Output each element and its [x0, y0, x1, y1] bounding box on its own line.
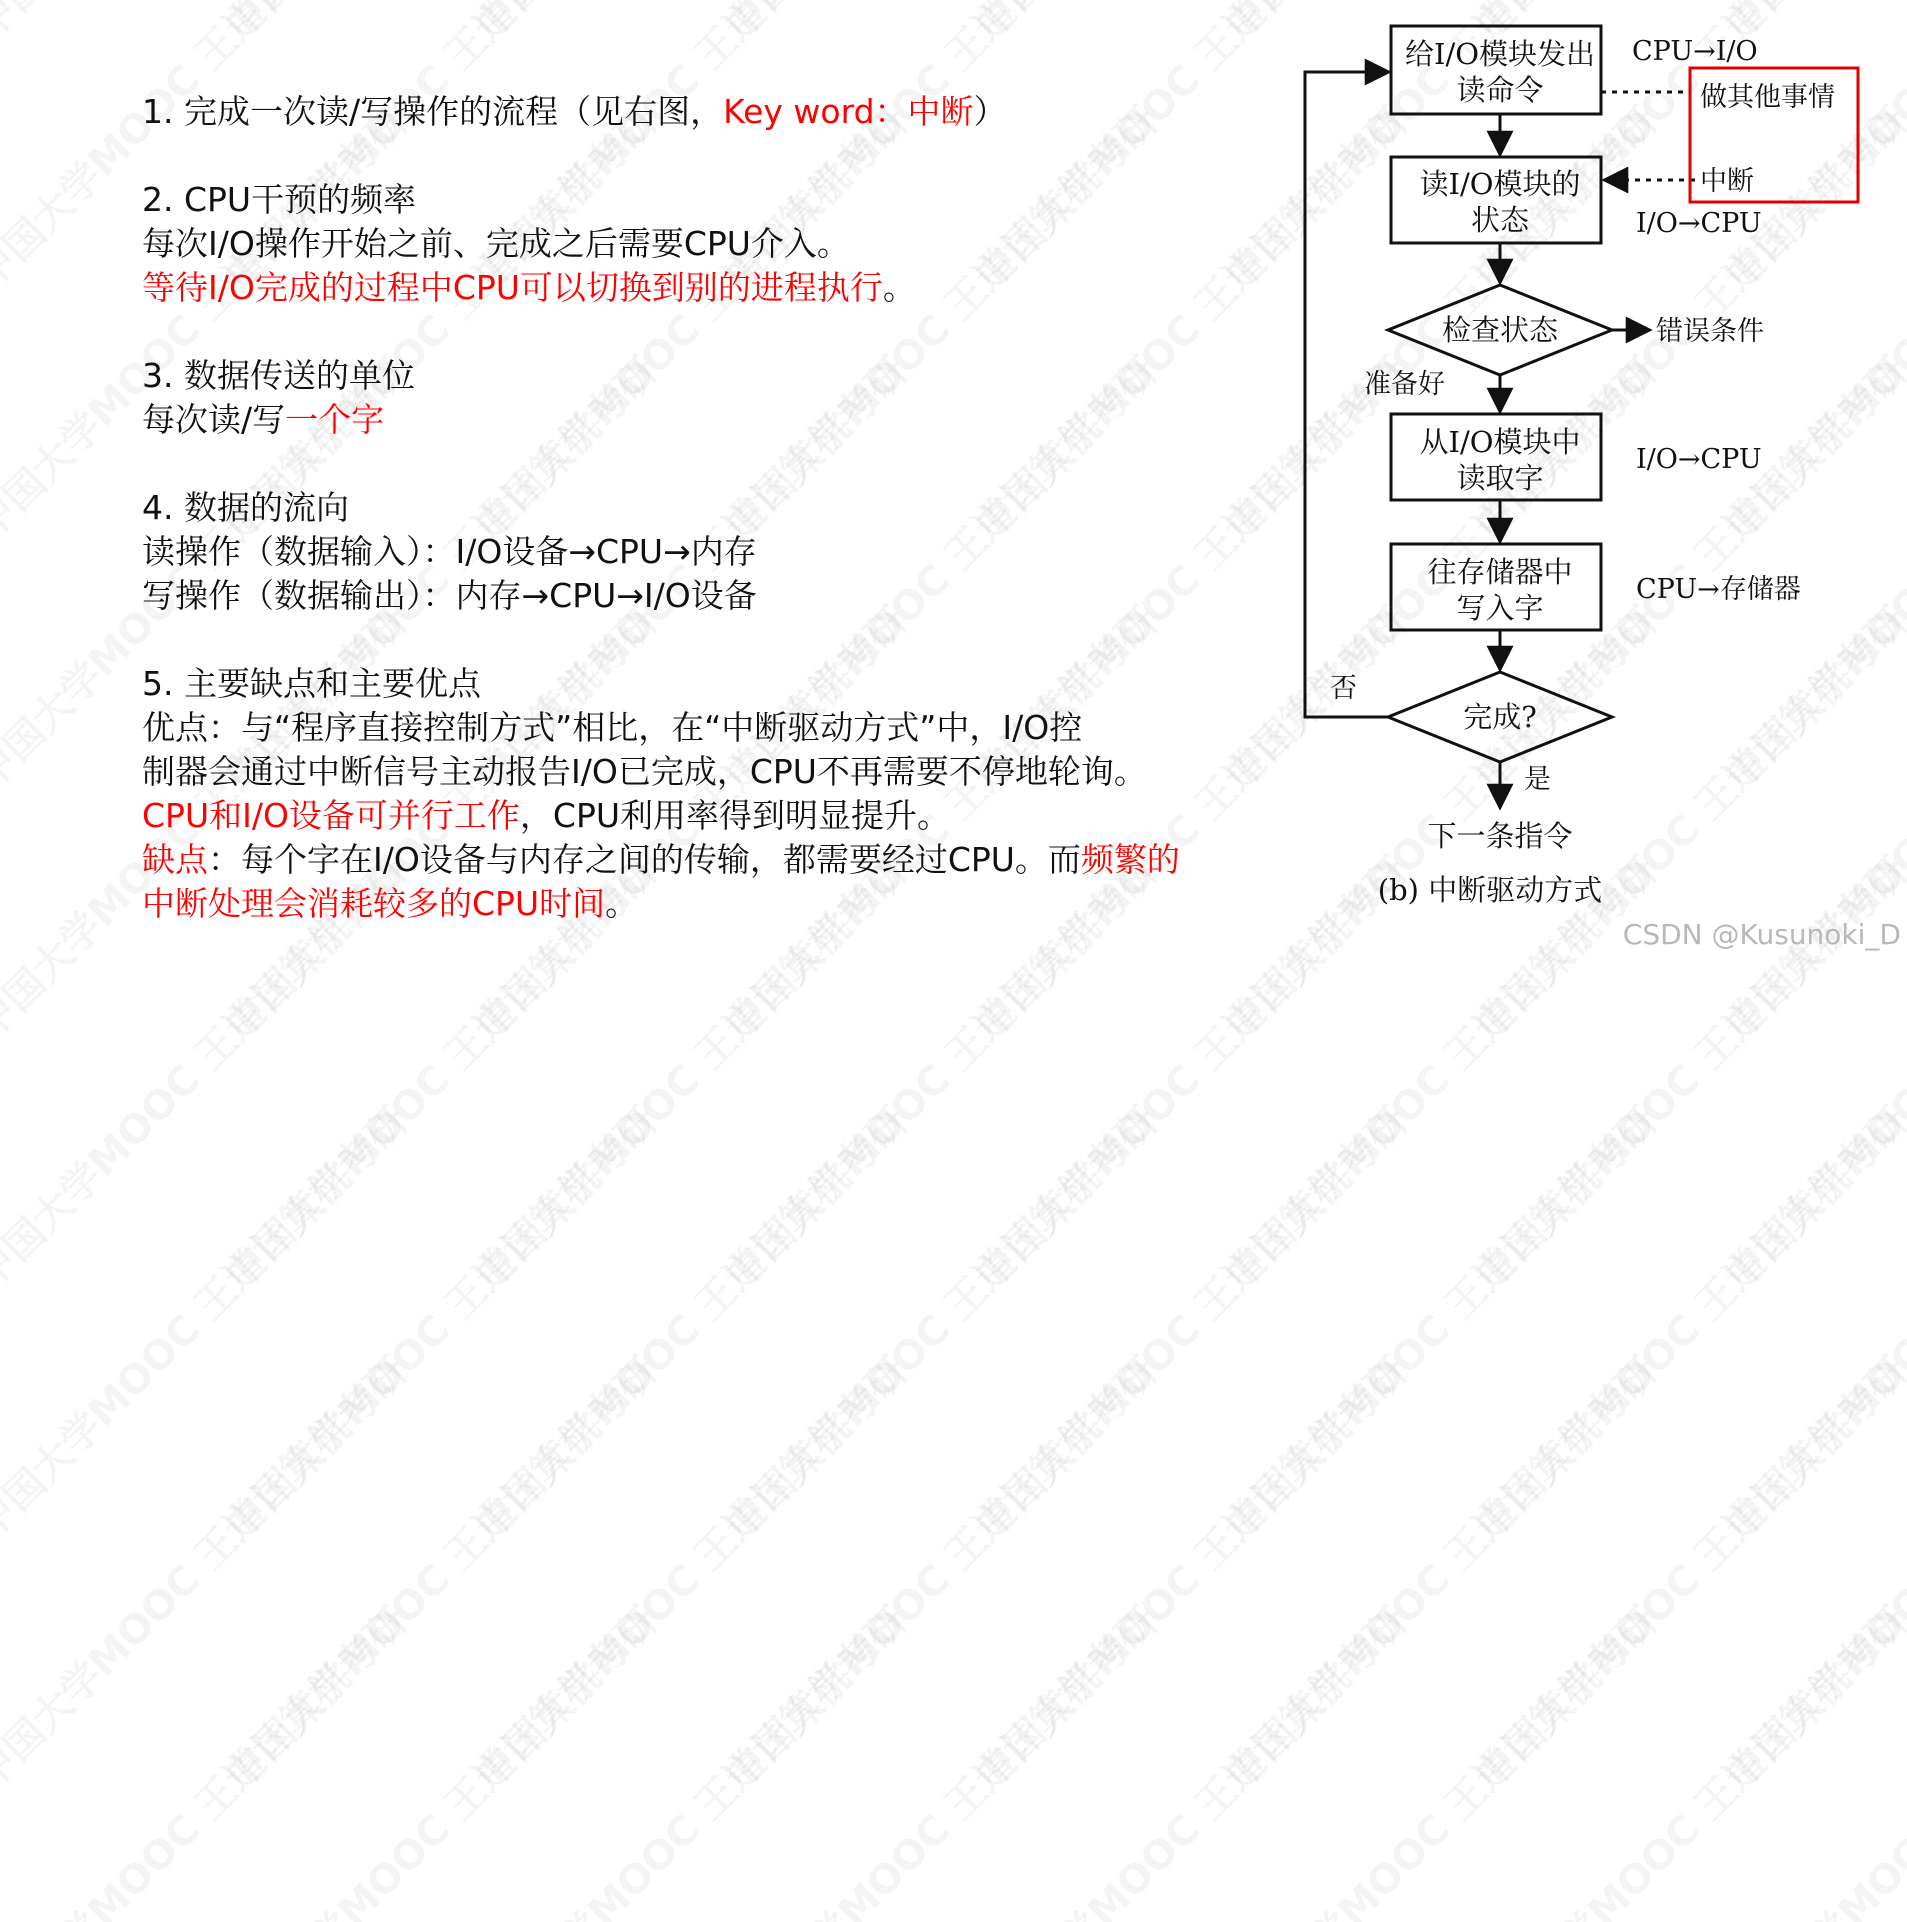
watermark-text — [960, 1092, 1418, 1550]
watermark-text — [960, 1342, 1418, 1800]
item-5-line1: 优点：与“程序直接控制方式”相比，在“中断驱动方式”中，I/O控 — [142, 708, 1083, 747]
box4-line1: 往存储器中 — [1427, 555, 1573, 589]
box2-line2: 状态 — [1470, 203, 1530, 237]
item-5-line4: ：每个字在I/O设备与内存之间的传输，都需要经过CPU。而 — [208, 840, 1081, 879]
watermark-text — [1710, 1342, 1907, 1800]
item-5-line3-red: CPU和I/O设备可并行工作 — [142, 796, 520, 835]
end-label: 下一条指令 — [1427, 819, 1573, 853]
label-error: 错误条件 — [1656, 316, 1764, 347]
label-ready: 准备好 — [1364, 369, 1445, 400]
watermark-text — [1460, 1092, 1907, 1550]
item-5-line4-red: 缺点 — [142, 840, 208, 879]
label-do-other: 做其他事情 — [1700, 82, 1835, 113]
item-2-line2-end: 。 — [882, 268, 916, 307]
box2-line1: 读I/O模块的 — [1419, 167, 1581, 201]
watermark-text — [1460, 1592, 1907, 1922]
watermark-text — [210, 1342, 668, 1800]
item-4-line2: 写操作（数据输出）：内存→CPU→I/O设备 — [142, 576, 757, 615]
watermark-text — [710, 1092, 1168, 1550]
label-yes: 是 — [1524, 764, 1551, 795]
box3-line2: 读取字 — [1456, 461, 1544, 495]
item-1-text: 1. 完成一次读/写操作的流程（见右图， — [142, 92, 724, 131]
watermark-text — [460, 1092, 918, 1550]
item-4-title: 4. 数据的流向 — [142, 488, 349, 527]
label-io-cpu-2: I/O→CPU — [1636, 444, 1762, 475]
label-cpu-io: CPU→I/O — [1632, 36, 1758, 67]
watermark-text — [460, 1592, 918, 1922]
item-3-highlight: 一个字 — [285, 400, 385, 439]
watermark-text — [710, 1592, 1168, 1922]
watermark-text — [1210, 1342, 1668, 1800]
diamond1-label: 检查状态 — [1441, 313, 1559, 347]
item-5-line5: 中断处理会消耗较多的CPU时间 — [142, 884, 606, 923]
diagram-caption: (b) 中断驱动方式 — [1377, 873, 1603, 907]
watermark-text — [0, 1592, 418, 1922]
item-5-title: 5. 主要缺点和主要优点 — [142, 664, 481, 703]
item-2-line1: 每次I/O操作开始之前、完成之后需要CPU介入。 — [142, 224, 850, 263]
watermark-text — [1460, 1342, 1907, 1800]
watermark-text — [210, 1092, 668, 1550]
watermark-text — [1210, 1592, 1668, 1922]
item-5-line3: ，CPU利用率得到明显提升。 — [519, 796, 951, 835]
box1-line1: 给I/O模块发出 — [1404, 37, 1596, 71]
item-4-line1: 读操作（数据输入）：I/O设备→CPU→内存 — [142, 532, 757, 571]
item-1-close: ） — [973, 92, 1007, 131]
box3-line1: 从I/O模块中 — [1419, 425, 1581, 459]
item-1-keyword: Key word：中断 — [723, 92, 974, 131]
watermark-text — [210, 1592, 668, 1922]
item-2-title: 2. CPU干预的频率 — [142, 180, 417, 219]
credit-watermark: CSDN @Kusunoki_D — [1622, 918, 1901, 951]
label-interrupt: 中断 — [1700, 166, 1754, 197]
item-5-line4-red2: 频繁的 — [1080, 840, 1180, 879]
watermark-text — [960, 1592, 1418, 1922]
watermark-text — [710, 1342, 1168, 1800]
watermark-text — [1710, 1592, 1907, 1922]
item-3-line1: 每次读/写 — [142, 400, 286, 439]
label-io-cpu-1: I/O→CPU — [1636, 208, 1762, 239]
watermark-text — [0, 1092, 418, 1550]
watermark-text — [460, 1342, 918, 1800]
watermark-text — [1210, 1092, 1668, 1550]
diamond2-label: 完成? — [1463, 700, 1537, 734]
watermark-text — [0, 1342, 418, 1800]
item-2-line2: 等待I/O完成的过程中CPU可以切换到别的进程执行 — [142, 268, 883, 307]
item-5-line5-end: 。 — [605, 884, 639, 923]
label-cpu-mem: CPU→存储器 — [1636, 574, 1801, 605]
box1-line2: 读命令 — [1456, 73, 1544, 107]
item-3-title: 3. 数据传送的单位 — [142, 356, 415, 395]
label-no: 否 — [1330, 673, 1357, 704]
box4-line2: 写入字 — [1456, 591, 1544, 625]
item-5-line2: 制器会通过中断信号主动报告I/O已完成，CPU不再需要不停地轮询。 — [142, 752, 1147, 791]
watermark-text — [1710, 1092, 1907, 1550]
